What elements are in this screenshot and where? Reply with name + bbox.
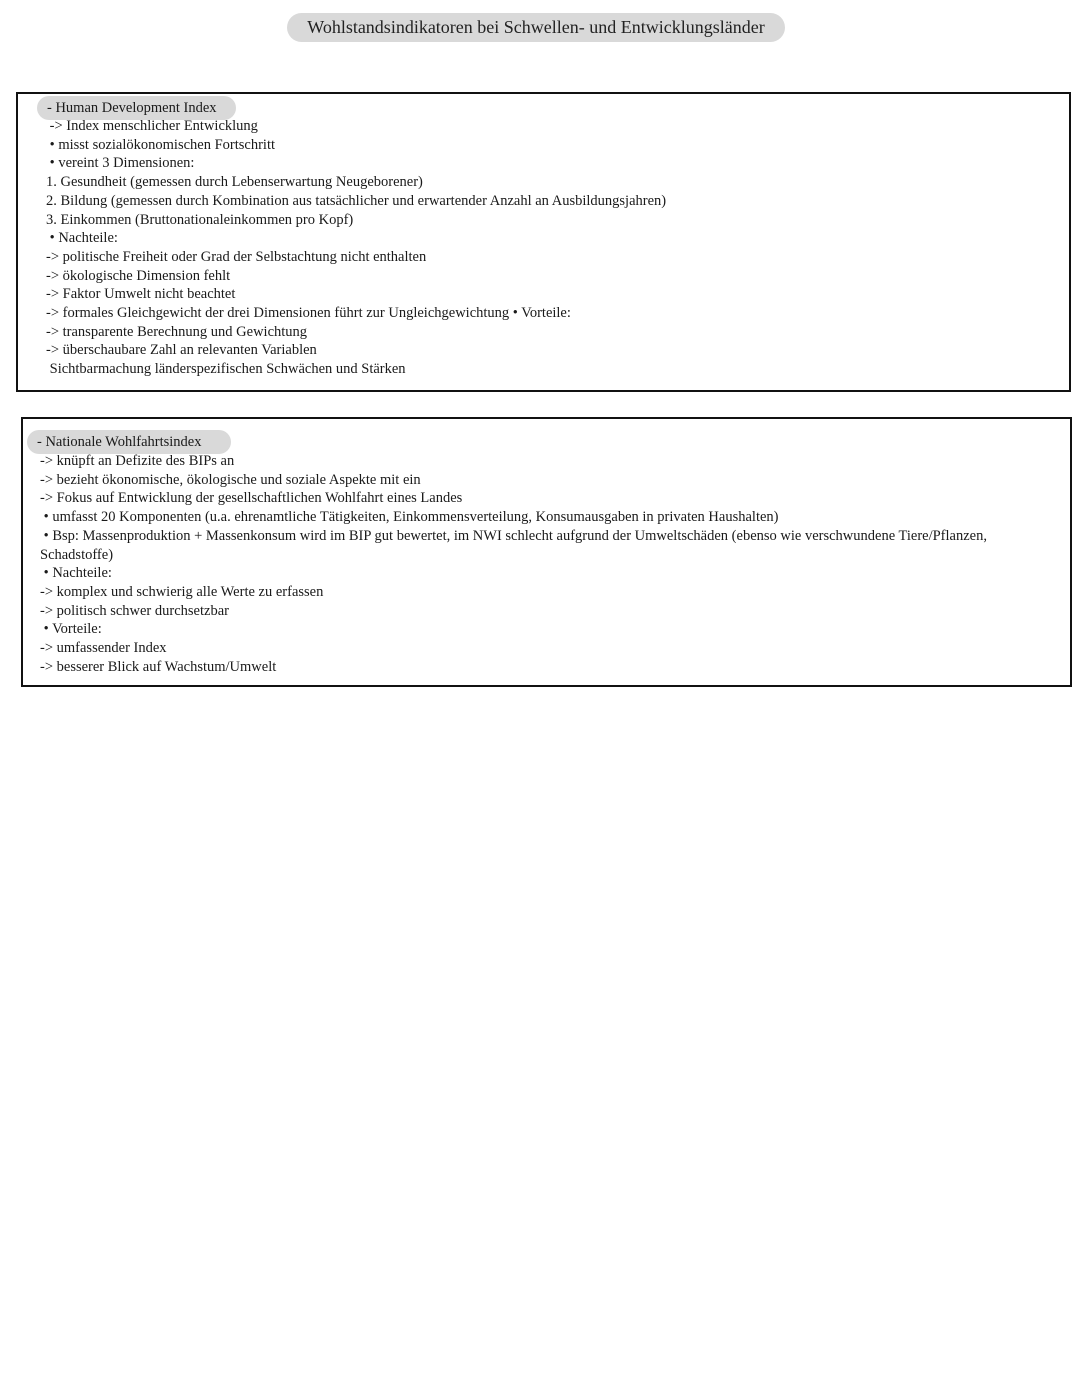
hdi-line: -> ökologische Dimension fehlt — [46, 267, 231, 284]
hdi-heading: - Human Development Index — [37, 96, 236, 120]
hdi-line: 2. Bildung (gemessen durch Kombination aus tatsächlicher und erwartender Anzahl an Ausbildungsjahren) — [46, 192, 667, 209]
hdi-line: Sichtbarmachung länderspezifischen Schwächen und Stärken — [46, 361, 406, 378]
hdi-line: • misst sozialökonomischen Fortschritt — [46, 136, 276, 153]
hdi-section — [16, 92, 1071, 392]
nwi-line: -> umfassender Index — [40, 640, 167, 657]
hdi-line: -> überschaubare Zahl an relevanten Variablen — [46, 342, 317, 359]
page-title: Wohlstandsindikatoren bei Schwellen- und Entwicklungsländer — [287, 13, 785, 42]
nwi-line: Schadstoffe) — [40, 546, 114, 563]
hdi-line: -> transparente Berechnung und Gewichtung — [46, 323, 308, 340]
nwi-line: -> Fokus auf Entwicklung der gesellschaftlichen Wohlfahrt eines Landes — [40, 490, 463, 507]
nwi-heading: - Nationale Wohlfahrtsindex — [27, 430, 231, 454]
hdi-line: -> Faktor Umwelt nicht beachtet — [46, 286, 236, 303]
hdi-line: -> Index menschlicher Entwicklung — [46, 118, 258, 134]
hdi-line: • Nachteile: — [46, 230, 118, 247]
nwi-line: -> besserer Blick auf Wachstum/Umwelt — [40, 658, 277, 675]
hdi-line: 3. Einkommen (Bruttonationaleinkommen pro Kopf) — [46, 211, 354, 228]
hdi-line: -> politische Freiheit oder Grad der Selbstachtung nicht enthalten — [46, 248, 427, 265]
nwi-line: -> politisch schwer durchsetzbar — [40, 602, 229, 619]
nwi-line: • Bsp: Massenproduktion + Massenkonsum wird im BIP gut bewertet, im NWI schlecht aufgrund der Umweltschäden (ebenso wie verschwundene Tiere/Pflanzen, — [40, 527, 987, 544]
nwi-line: -> komplex und schwierig alle Werte zu erfassen — [40, 583, 324, 600]
nwi-line: • umfasst 20 Komponenten (u.a. ehrenamtliche Tätigkeiten, Einkommensverteilung, Konsumausgaben in privaten Haushalten) — [40, 509, 779, 526]
hdi-line: 1. Gesundheit (gemessen durch Lebenserwartung Neugeborener) — [46, 174, 423, 191]
nwi-line: -> knüpft an Defizite des BIPs an — [40, 453, 235, 469]
nwi-section — [21, 417, 1072, 687]
nwi-lines — [40, 452, 1060, 676]
hdi-line: -> formales Gleichgewicht der drei Dimensionen führt zur Ungleichgewichtung • Vorteile: — [46, 305, 571, 322]
nwi-line: • Nachteile: — [40, 565, 112, 582]
nwi-line: -> bezieht ökonomische, ökologische und soziale Aspekte mit ein — [40, 471, 421, 488]
nwi-line: • Vorteile: — [40, 621, 102, 638]
hdi-line: • vereint 3 Dimensionen: — [46, 155, 195, 172]
hdi-lines — [46, 117, 1059, 379]
